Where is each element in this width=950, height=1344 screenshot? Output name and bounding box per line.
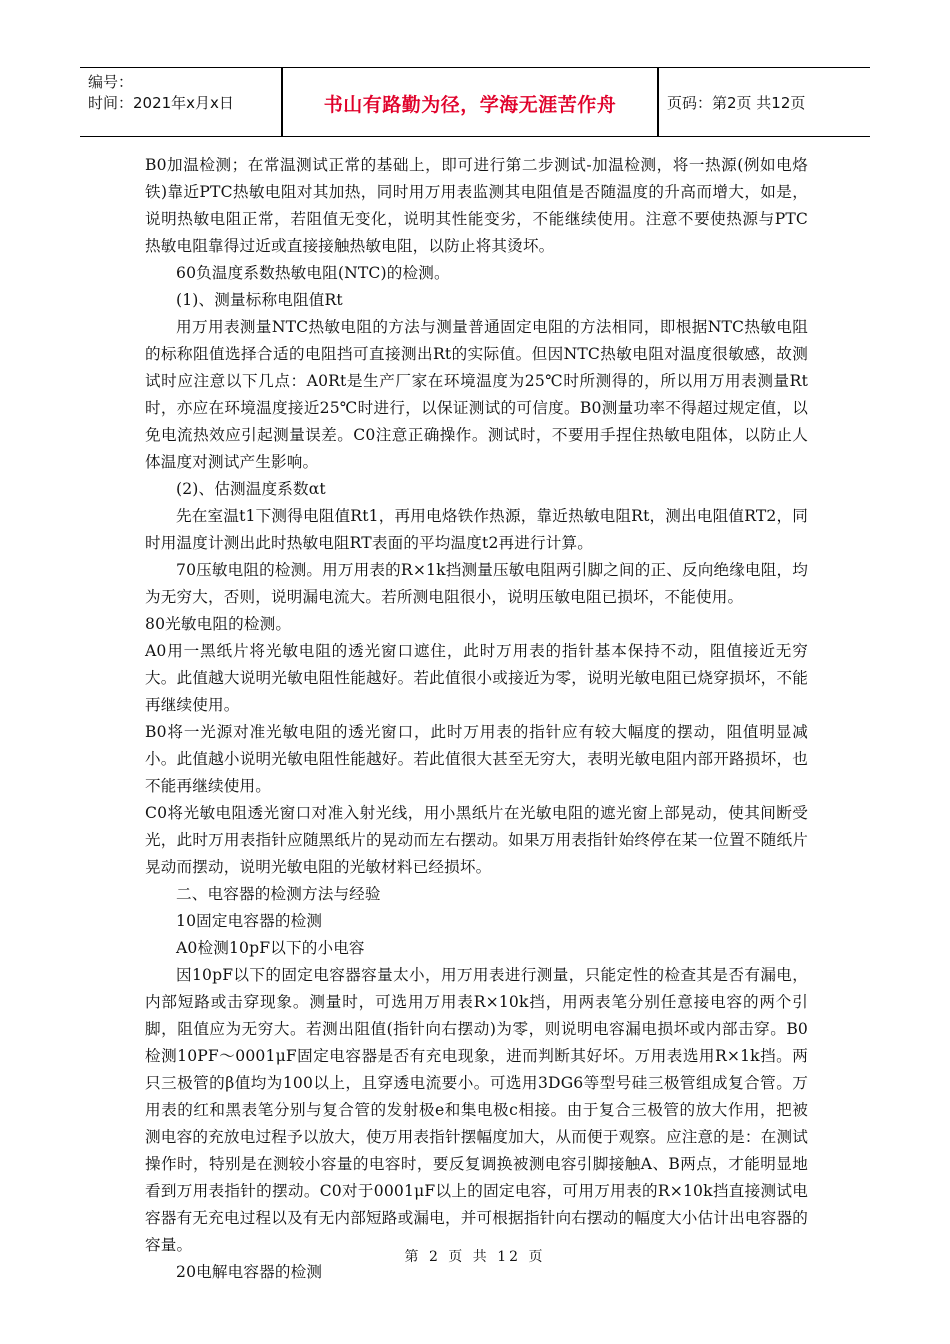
header-meta: [88, 72, 278, 114]
paragraph: 因10pF以下的固定电容器容量太小，用万用表进行测量，只能定性的检查其是否有漏电，内部短路或击穿现象。测量时，可选用万用表R×10k挡，用两表笔分别任意接电容的两个引脚，阻值应为无穷大。若测出阻值(指针向右摆动)为零，则说明电容漏电损坏或内部击穿。B0检测10PF～0001μF固定电容器是否有充电现象，进而判断其好坏。万用表选用R×1k挡。两只三极管的β值均为100以上，且穿透电流要小。可选用3DG6等型号硅三极管组成复合管。万用表的红和黑表笔分别与复合管的发射极e和集电极c相接。由于复合三极管的放大作用，把被测电容的充放电过程予以放大，使万用表指针摆幅度加大，从而便于观察。应注意的是：在测试操作时，特别是在测较小容量的电容时，要反复调换被测电容引脚接触A、B两点，才能明显地看到万用表指针的摆动。C0对于0001μF以上的固定电容，可用万用表的R×10k挡直接测试电容器有无充电过程以及有无内部短路或漏电，并可根据指针向右摆动的幅度大小估计出电容器的容量。: [145, 966, 808, 1254]
paragraph: B0加温检测；在常温测试正常的基础上，即可进行第二步测试-加温检测，将一热源(例如电烙铁)靠近PTC热敏电阻对其加热，同时用万用表监测其电阻值是否随温度的升高而增大，如是，说明热敏电阻正常，若阻值无变化，说明其性能变劣，不能继续使用。注意不要使热源与PTC热敏电阻靠得过近或直接接触热敏电阻，以防止将其烫坏。: [145, 156, 808, 255]
paragraph: B0将一光源对准光敏电阻的透光窗口，此时万用表的指针应有较大幅度的摆动，阻值明显减小。此值越小说明光敏电阻性能越好。若此值很大甚至无穷大，表明光敏电阻内部开路损坏，也不能再继续使用。: [145, 723, 808, 795]
paragraph: (2)、估测温度系数αt: [176, 480, 326, 498]
paragraph: A0检测10pF以下的小电容: [176, 939, 365, 957]
paragraph: 先在室温t1下测得电阻值Rt1，再用电烙铁作热源，靠近热敏电阻Rt，测出电阻值RT2，同时用温度计测出此时热敏电阻RT表面的平均温度t2再进行计算。: [145, 507, 808, 552]
header-page-info: 页码：第2页 共12页: [667, 94, 806, 112]
paragraph: 20电解电容器的检测: [176, 1263, 323, 1281]
paragraph: 60负温度系数热敏电阻(NTC)的检测。: [176, 264, 450, 282]
doc-time-label: 时间：2021年x月x日: [88, 94, 234, 112]
paragraph: 二、电容器的检测方法与经验: [176, 885, 381, 903]
paragraph: C0将光敏电阻透光窗口对准入射光线，用小黑纸片在光敏电阻的遮光窗上部晃动，使其间断受光，此时万用表指针应随黑纸片的晃动而左右摆动。如果万用表指针始终停在某一位置不随纸片晃动而摆动，说明光敏电阻的光敏材料已经损坏。: [145, 804, 808, 876]
paragraph: A0用一黑纸片将光敏电阻的透光窗口遮住，此时万用表的指针基本保持不动，阻值接近无穷大。此值越大说明光敏电阻性能越好。若此值很小或接近为零，说明光敏电阻已烧穿损坏，不能再继续使用。: [145, 642, 808, 714]
page-footer: 第 2 页 共 12 页: [404, 1249, 546, 1265]
doc-number-label: 编号：: [88, 73, 134, 91]
paragraph: 用万用表测量NTC热敏电阻的方法与测量普通固定电阻的方法相同，即根据NTC热敏电阻的标称阻值选择合适的电阻挡可直接测出Rt的实际值。但因NTC热敏电阻对温度很敏感，故测试时应注意以下几点：A0Rt是生产厂家在环境温度为25℃时所测得的，所以用万用表测量Rt时，亦应在环境温度接近25℃时进行，以保证测试的可信度。B0测量功率不得超过规定值，以免电流热效应引起测量误差。C0注意正确操作。测试时，不要用手捏住热敏电阻体，以防止人体温度对测试产生影响。: [145, 318, 808, 471]
paragraph: 80光敏电阻的检测。: [145, 615, 292, 633]
page-header: [80, 67, 870, 137]
paragraph: 10固定电容器的检测: [176, 912, 323, 930]
paragraph: 70压敏电阻的检测。用万用表的R×1k挡测量压敏电阻两引脚之间的正、反向绝缘电阻，均为无穷大，否则，说明漏电流大。若所测电阻很小，说明压敏电阻已损坏，不能使用。: [145, 561, 808, 606]
header-motto: 书山有路勤为径，学海无涯苦作舟: [323, 94, 617, 116]
document-body: [145, 152, 808, 1286]
paragraph: (1)、测量标称电阻值Rt: [176, 291, 343, 309]
header-divider: [657, 68, 659, 136]
